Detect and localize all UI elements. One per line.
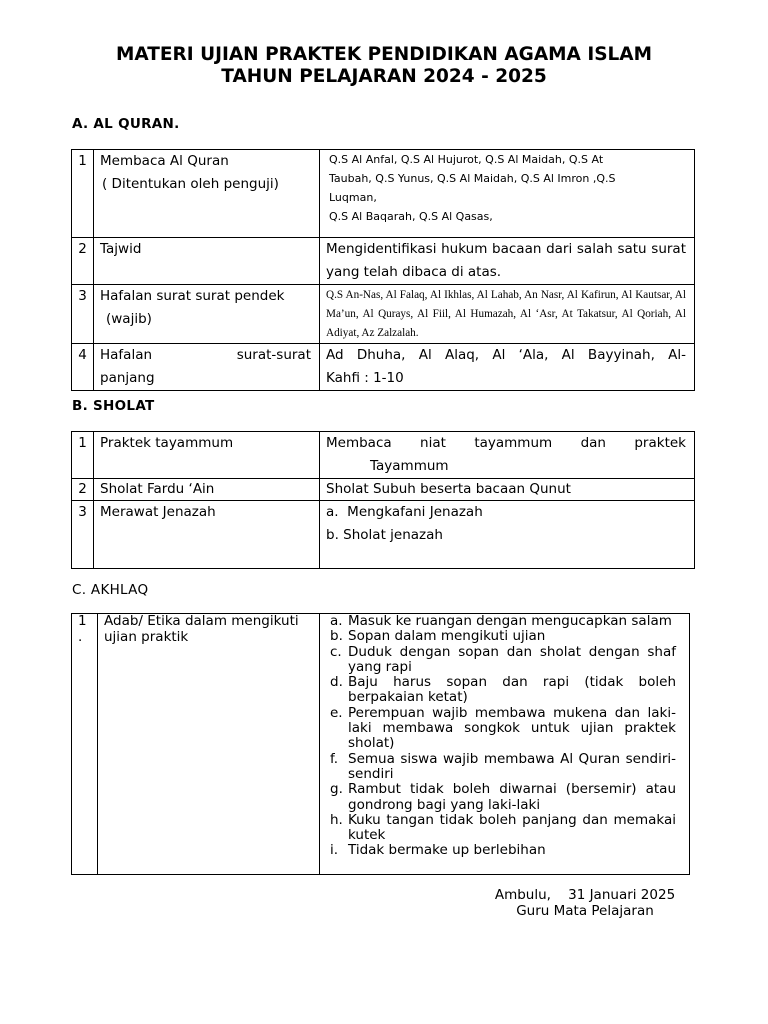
material-text: Luqman, — [329, 191, 377, 204]
list-marker: g. — [330, 781, 343, 798]
item-text: panjang — [100, 370, 155, 386]
list-item — [328, 645, 676, 676]
place-date: Ambulu, 31 Januari 2025 — [494, 887, 676, 903]
item-cell — [94, 344, 320, 391]
list-marker: h. — [330, 811, 343, 828]
document-title — [0, 44, 768, 88]
material-cell: Q.S An-Nas, Al Falaq, Al Ikhlas, Al Lahab, An Nasr, Al Kafirun, Al Kautsar, Al Ma’un, Al Qurays, Al Fiil, Al Humazah, Al ‘Asr, At Takatsur, Al Qoriah, Al Adiyat, Az Zalzalah. — [320, 285, 695, 344]
material-cell — [320, 432, 695, 479]
list-item — [326, 501, 686, 524]
material-text: Tayammum — [370, 458, 449, 474]
table-row — [72, 150, 695, 238]
rules-list — [328, 614, 676, 859]
row-number: 2 — [72, 479, 94, 501]
list-text: Duduk dengan sopan dan sholat dengan shaf yang rapi — [348, 643, 676, 675]
row-number: 1 — [72, 150, 94, 238]
row-number: 1 — [72, 432, 94, 479]
material-cell — [320, 150, 695, 238]
material-cell — [320, 501, 695, 569]
material-cell: Sholat Subuh beserta bacaan Qunut — [320, 479, 695, 501]
table-row — [72, 344, 695, 391]
list-text: Perempuan wajib membawa mukena dan laki-laki membawa songkok untuk ujian praktek sholat) — [348, 704, 676, 752]
row-number: 4 — [72, 344, 94, 391]
row-number: 2 — [72, 238, 94, 285]
list-marker: a. — [326, 504, 339, 520]
table-row — [72, 501, 695, 569]
list-text: Kuku tangan tidak boleh panjang dan memakai kutek — [348, 811, 676, 844]
list-marker: b. — [330, 628, 343, 645]
table-row — [72, 238, 695, 285]
list-text: Tidak bermake up berlebihan — [348, 842, 546, 859]
item-cell — [94, 150, 320, 238]
list-marker: d. — [330, 674, 343, 691]
list-marker: c. — [330, 643, 342, 660]
item-cell: Tajwid — [94, 238, 320, 285]
list-item — [328, 706, 676, 752]
material-cell: Mengidentifikasi hukum bacaan dari salah satu surat yang telah dibaca di atas. — [320, 238, 695, 285]
item-cell — [94, 285, 320, 344]
list-item — [326, 524, 686, 547]
list-item — [328, 614, 676, 629]
list-marker: i. — [330, 842, 339, 859]
list-item — [328, 752, 676, 783]
section-b-heading: B. SHOLAT — [72, 398, 155, 414]
item-cell: Adab/ Etika dalam mengikuti ujian praktik — [98, 614, 320, 875]
item-text: Hafalan surat surat pendek — [100, 288, 285, 304]
table-row — [72, 432, 695, 479]
table-sholat — [71, 431, 695, 569]
material-cell — [320, 344, 695, 391]
item-cell: Merawat Jenazah — [94, 501, 320, 569]
list-text: Sopan dalam mengikuti ujian — [348, 628, 546, 645]
row-number — [72, 614, 98, 875]
signature-block — [470, 887, 700, 919]
material-cell — [320, 614, 690, 875]
list-text: Masuk ke ruangan dengan mengucapkan salam — [348, 613, 672, 629]
table-row — [72, 285, 695, 344]
list-text: Baju harus sopan dan rapi (tidak boleh berpakaian ketat) — [348, 674, 676, 706]
item-text: (wajib) — [106, 311, 152, 327]
list-marker: b. — [326, 527, 339, 543]
list-item — [328, 675, 676, 706]
material-text: Taubah, Q.S Yunus, Q.S Al Maidah, Q.S Al Imron ,Q.S — [329, 172, 616, 185]
list-text: Rambut tidak boleh diwarnai (bersemir) atau gondrong bagi yang laki-laki — [348, 781, 676, 813]
item-cell: Praktek tayammum — [94, 432, 320, 479]
title-line-1: MATERI UJIAN PRAKTEK PENDIDIKAN AGAMA ISLAM — [115, 44, 653, 65]
table-akhlaq — [71, 613, 690, 875]
item-cell: Sholat Fardu ‘Ain — [94, 479, 320, 501]
list-item — [328, 813, 676, 844]
item-text: Hafalan surat-surat — [100, 347, 311, 363]
list-text: Semua siswa wajib membawa Al Quran sendiri-sendiri — [348, 750, 676, 782]
section-a-heading: A. AL QURAN. — [72, 116, 180, 132]
row-number-text: . — [78, 628, 83, 645]
row-number-text: 1 — [78, 613, 87, 629]
teacher-role: Guru Mata Pelajaran — [516, 903, 654, 919]
list-item — [328, 843, 676, 858]
material-text: Ad Dhuha, Al Alaq, Al ‘Ala, Al Bayyinah, Al- — [326, 347, 686, 363]
list-item — [328, 782, 676, 813]
list-text: Sholat jenazah — [343, 527, 443, 543]
list-marker: a. — [330, 613, 343, 629]
table-row — [72, 614, 690, 875]
list-item — [328, 629, 676, 644]
item-text: Membaca Al Quran — [100, 153, 229, 169]
table-al-quran — [71, 149, 695, 391]
material-text: Membaca niat tayammum dan praktek — [326, 435, 686, 451]
section-c-heading: C. AKHLAQ — [72, 582, 149, 598]
material-text: Kahfi : 1-10 — [326, 370, 404, 386]
list-marker: f. — [330, 750, 339, 767]
list-marker: e. — [330, 704, 343, 721]
table-row — [72, 479, 695, 501]
row-number: 3 — [72, 501, 94, 569]
item-text: ( Ditentukan oleh penguji) — [102, 176, 279, 192]
material-text: Q.S Al Anfal, Q.S Al Hujurot, Q.S Al Maidah, Q.S At — [329, 153, 604, 166]
material-text: Q.S Al Baqarah, Q.S Al Qasas, — [329, 210, 493, 223]
list-text: Mengkafani Jenazah — [347, 504, 483, 520]
row-number: 3 — [72, 285, 94, 344]
title-line-2: TAHUN PELAJARAN 2024 - 2025 — [221, 66, 547, 87]
